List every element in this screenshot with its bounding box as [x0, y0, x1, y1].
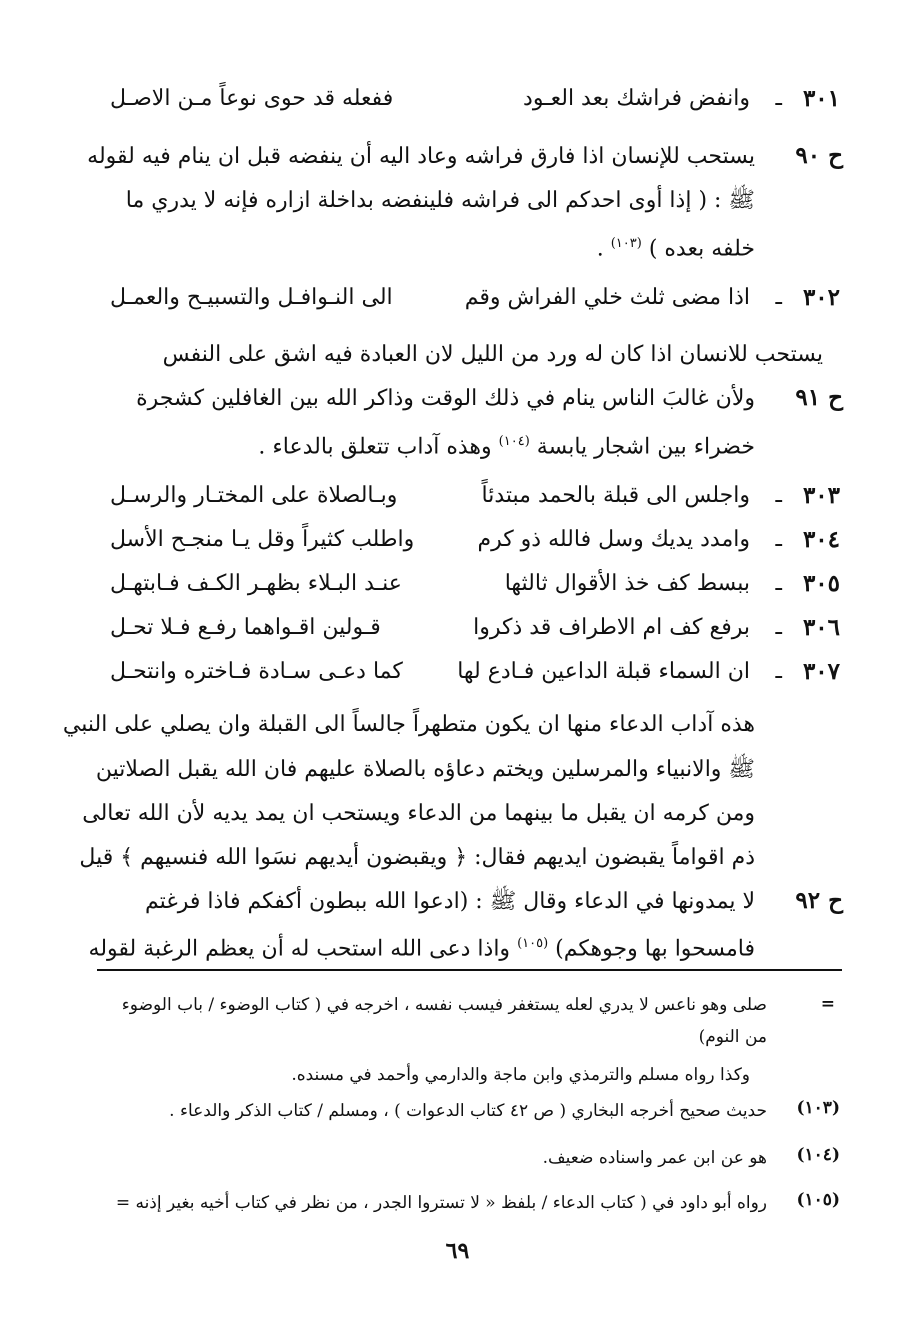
verse-number: ٣٠٢ — [802, 284, 840, 311]
verse-number: ٣٠٥ — [802, 570, 840, 597]
verse-dash: ـ — [775, 659, 782, 684]
footnote-continuation-mark: = — [820, 994, 835, 1014]
para-92-tail: واذا دعى الله استحب له أن يعظم الرغبة لقوله — [88, 936, 511, 962]
footnote-ref-105: (١٠٥) — [517, 936, 549, 951]
verse-hemistich-2: قـولين اقـواهما رفـع فـلا تحـل — [110, 615, 381, 640]
para-92-line-2: ﷺ والانبياء والمرسلين ويختم دعاؤه بالصلاة عليهم فان الله يقبل الصلاتين — [95, 757, 755, 782]
para-91-line-3 — [258, 427, 755, 462]
page-number: ٦٩ — [445, 1238, 470, 1264]
para-90-line-3: خلفه بعده ) $^{(١٠٣)}$ . — [596, 236, 755, 262]
footnote-number-103: (١٠٣) — [796, 1098, 840, 1118]
footnote-continuation-line-1: صلى وهو ناعس لا يدري لعله يستغفر فيسب نفسه ، اخرجه في ( كتاب الوضوء / باب الوضوء — [121, 995, 767, 1015]
para-92-line-6 — [88, 929, 755, 964]
footnote-number-104: (١٠٤) — [796, 1145, 840, 1165]
footnote-continuation-line-2: من النوم) — [698, 1027, 767, 1047]
verse-dash: ـ — [775, 86, 782, 111]
para-90-line-1: يستحب للإنسان اذا فارق فراشه وعاد اليه أن ينفضه قبل ان ينام فيه لقوله — [87, 144, 755, 169]
verse-hemistich-2: عنـد البـلاء بظهـر الكـف فـابتهـل — [110, 571, 402, 596]
verse-hemistich-2: الى النـوافـل والتسبيـح والعمـل — [110, 285, 393, 310]
para-91-tail: وهذه آداب تتعلق بالدعاء . — [258, 434, 492, 460]
verse-hemistich-2: ففعله قد حوى نوعاً مـن الاصـل — [110, 86, 394, 111]
verse-hemistich-1: واجلس الى قبلة بالحمد مبتدئاً — [481, 483, 750, 508]
hadith-mark-90: ح ٩٠ — [795, 142, 843, 169]
verse-number: ٣٠٦ — [802, 614, 840, 641]
para-91-line-2: ولأن غالبَ الناس ينام في ذلك الوقت وذاكر الله بين الغافلين كشجرة — [136, 386, 755, 411]
footnote-continuation-line-3: وكذا رواه مسلم والترمذي وابن ماجة والدارمي وأحمد في مسنده. — [291, 1065, 750, 1085]
footnote-number-105: (١٠٥) — [796, 1190, 840, 1210]
footnote-105: رواه أبو داود في ( كتاب الدعاء / بلفظ « لا تستروا الجدر ، من نظر في كتاب أخيه بغير إذنه = — [115, 1193, 767, 1213]
hadith-mark-92: ح ٩٢ — [795, 887, 843, 914]
para-90-line-2: ﷺ : ( إذا أوى احدكم الى فراشه فلينفضه بداخلة ازاره فإنه لا يدري ما — [125, 188, 755, 213]
verse-dash: ـ — [775, 285, 782, 310]
verse-hemistich-1: ببسط كف خذ الأقوال ثالثها — [504, 571, 750, 596]
verse-hemistich-1: اذا مضى ثلث خلي الفراش وقم — [464, 285, 750, 310]
hadith-mark-91: ح ٩١ — [795, 384, 843, 411]
verse-dash: ـ — [775, 615, 782, 640]
para-92-line-5: لا يمدونها في الدعاء وقال ﷺ : (ادعوا الله ببطون أكفكم فاذا فرغتم — [144, 889, 755, 914]
footnote-103: حديث صحيح أخرجه البخاري ( ص ٤٢ كتاب الدعوات ) ، ومسلم / كتاب الذكر والدعاء . — [169, 1101, 767, 1121]
para-92-text: فامسحوا بها وجوهكم) — [555, 936, 755, 962]
verse-hemistich-2: وبـالصلاة على المختـار والرسـل — [110, 483, 398, 508]
para-92-line-1: هذه آداب الدعاء منها ان يكون متطهراً جالساً الى القبلة وان يصلي على النبي — [62, 712, 755, 737]
verse-hemistich-1: برفع كف ام الاطراف قد ذكروا — [473, 615, 750, 640]
footnote-ref-103: (١٠٣) — [610, 236, 642, 251]
para-91-line-1: يستحب للانسان اذا كان له ورد من الليل لان العبادة فيه اشق على النفس — [162, 342, 823, 367]
footnote-104: هو عن ابن عمر واسناده ضعيف. — [542, 1148, 767, 1168]
footnote-divider — [97, 969, 842, 971]
verse-number: ٣٠١ — [802, 85, 840, 112]
verse-hemistich-2: واطلب كثيراً وقل يـا منجـح الأسل — [110, 527, 415, 552]
verse-dash: ـ — [775, 571, 782, 596]
verse-hemistich-1: وانفض فراشك بعد العـود — [523, 86, 750, 111]
verse-hemistich-1: وامدد يديك وسل فالله ذو كرم — [477, 527, 750, 552]
para-91-text: خضراء بين اشجار يابسة — [536, 434, 755, 460]
para-92-line-4: ذم اقواماً يقبضون ايديهم فقال: ﴿ ويقبضون أيديهم نسَوا الله فنسيهم ﴾ قيل — [79, 845, 755, 870]
verse-hemistich-2: كما دعـى سـادة فـاختره وانتحـل — [110, 659, 403, 684]
verse-dash: ـ — [775, 483, 782, 508]
footnote-ref-104: (١٠٤) — [498, 434, 530, 449]
verse-number: ٣٠٣ — [802, 482, 840, 509]
verse-hemistich-1: ان السماء قبلة الداعين فـادع لها — [457, 659, 750, 684]
verse-dash: ـ — [775, 527, 782, 552]
para-90-text: خلفه بعده ) — [648, 236, 755, 262]
verse-number: ٣٠٧ — [802, 658, 840, 685]
verse-number: ٣٠٤ — [802, 526, 840, 553]
para-92-line-3: ومن كرمه ان يقبل ما بينهما من الدعاء ويستحب ان يمد يديه لأن الله تعالى — [82, 801, 755, 826]
